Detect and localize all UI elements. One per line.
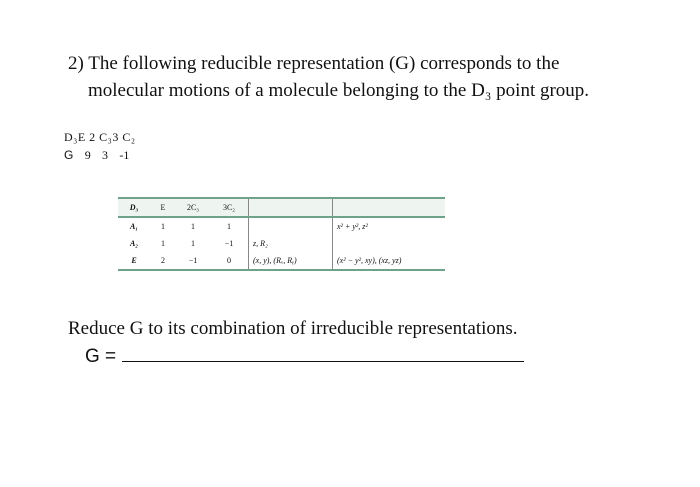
table-cell: 1 (210, 217, 249, 235)
table-header-row (118, 198, 445, 217)
gamma-value-c3: 3 (102, 148, 109, 162)
table-cell: (x² − y², xy), (xz, yz) (337, 256, 402, 265)
d3-character-table (118, 197, 445, 271)
table-cell: x² + y², z² (337, 222, 368, 231)
table-cell (249, 217, 333, 235)
table-cell (333, 235, 446, 252)
question-line-1: 2) The following reducible representation (G) corresponds to the (68, 53, 560, 74)
reduce-instruction (68, 316, 518, 342)
table-cell: 1 (191, 222, 195, 231)
table-cell: E (131, 256, 137, 265)
table-cell: 1 (161, 239, 165, 248)
table-header-cell: 3C₂ (210, 198, 249, 217)
question-text (68, 50, 678, 104)
answer-blank-line (122, 342, 524, 362)
table-cell: 2 (161, 256, 165, 265)
table-cell: 1 (191, 239, 195, 248)
gamma-label: G (64, 148, 74, 162)
table-row (118, 235, 445, 252)
gamma-value-c2: -1 (119, 148, 130, 162)
answer-row (85, 342, 524, 370)
answer-label: G = (85, 346, 117, 367)
given-header-row: D₃E 2 C₃3 C₂ (64, 130, 136, 144)
gamma-value-e: 9 (84, 148, 91, 162)
table-cell: −1 (188, 256, 198, 265)
table-row (118, 252, 445, 270)
table-header-cell: E (160, 203, 166, 212)
table-cell: (x, y), (Rₓ, Rᵧ) (249, 252, 333, 270)
table-cell: 1 (161, 222, 165, 231)
table-cell: A₂ (129, 239, 139, 248)
question-line-2: molecular motions of a molecule belonging to the D₃ point group. (88, 80, 590, 101)
table-header-cell (333, 198, 446, 217)
table-header-cell (249, 198, 333, 217)
table-cell: −1 (210, 235, 249, 252)
given-gamma-row (64, 148, 137, 163)
table-row (118, 217, 445, 235)
table-cell: z, R₂ (249, 235, 333, 252)
table-header-cell: 2C₃ (186, 203, 200, 212)
table-cell: 0 (210, 252, 249, 270)
table-header-cell: D₃ (129, 203, 139, 212)
reduce-text: Reduce G to its combination of irreducible representations. (68, 318, 518, 339)
table-cell: A₁ (129, 222, 139, 231)
